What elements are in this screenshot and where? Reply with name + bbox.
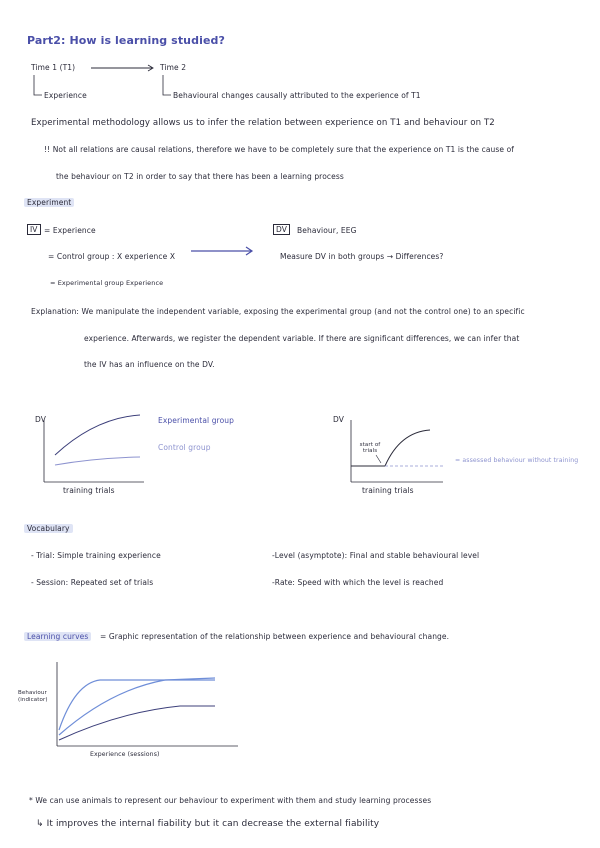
timeline-bracket-2 [163,75,171,95]
graph1-legend-experimental: Experimental group [158,416,234,425]
iv-box: IV [27,224,41,235]
footer-line-1: * We can use animals to represent our behaviour to experiment with them and study learning processes [29,796,432,805]
graph1-curve-experimental [55,415,140,455]
experimental-group-text: = Experimental group Experience [50,279,164,287]
time2-label: Time 2 [160,63,187,72]
footer-line-2: ↳ It improves the internal fiability but it can decrease the external fiability [36,819,380,829]
behavioural-changes-label: Behavioural changes causally attributed to the experience of T1 [173,91,421,100]
note-line-2: the behaviour on T2 in order to say that there has been a learning process [56,172,344,181]
measure-text: Measure DV in both groups → Differences? [280,252,444,261]
graph1-legend-control: Control group [158,443,211,452]
explanation-line-3: the IV has an influence on the DV. [84,360,215,369]
explanation-line-2: experience. Afterwards, we register the dependent variable. If there are significant differences, we can infer that [84,334,520,343]
lc-curve-slow [59,706,215,740]
vocab-level: -Level (asymptote): Final and stable behavioural level [272,551,480,560]
graph1-curve-control [55,457,140,465]
vocab-rate: -Rate: Speed with which the level is reached [272,578,444,587]
vocab-session: - Session: Repeated set of trials [31,578,154,587]
note-line-1: !! Not all relations are causal relations, therefore we have to be completely sure that the experience on T1 is the cause of [44,145,515,154]
graph1-y-label: DV [35,415,46,424]
graph2-baseline-label: = assessed behaviour without training [455,457,579,464]
timeline-bracket-1 [34,75,42,95]
graph2-start-pointer [376,455,381,463]
dv-label: Behaviour, EEG [297,226,357,235]
control-group-text: = Control group : X experience X [48,252,176,261]
methodology-text: Experimental methodology allows us to infer the relation between experience on T1 and behaviour on T2 [31,118,495,128]
graph1-x-label: training trials [63,486,115,495]
page-title: Part2: How is learning studied? [27,34,225,47]
learning-curves-definition: = Graphic representation of the relationship between experience and behavioural change. [100,632,450,641]
experience-label: Experience [44,91,87,100]
learning-curves-y-label: Behaviour (indicator) [18,690,48,703]
dv-box: DV [273,224,290,235]
graph2-y-label: DV [333,415,344,424]
graph2-start-label: start of trials [359,442,381,454]
learning-curves-x-label: Experience (sessions) [90,751,160,758]
learning-curves-term: Learning curves [24,632,91,641]
experiment-header: Experiment [24,198,74,207]
graph2-x-label: training trials [362,486,414,495]
vocabulary-header: Vocabulary [24,524,73,533]
explanation-line-1: Explanation: We manipulate the independent variable, exposing the experimental group (and not the control one) to an specific [31,307,525,316]
time1-label: Time 1 (T1) [31,63,76,72]
vocab-trial: - Trial: Simple training experience [31,551,161,560]
iv-label: = Experience [44,226,96,235]
graph2-curve [385,430,430,466]
